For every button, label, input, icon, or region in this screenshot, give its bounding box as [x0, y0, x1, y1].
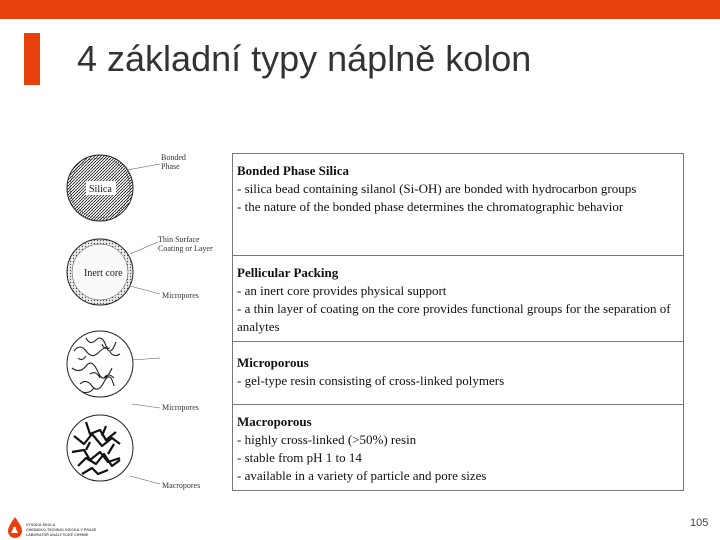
slide-title: 4 základní typy náplně kolon [77, 38, 532, 79]
page-number: 105 [690, 517, 709, 529]
row-line: - gel-type resin consisting of cross-linked polymers [237, 373, 505, 388]
packing-types-table [232, 153, 684, 491]
bonded-phase-label-2: Phase [161, 162, 180, 171]
row-line: - available in a variety of particle and pore sizes [237, 468, 487, 483]
title-accent-bar [24, 33, 40, 85]
bonded-phase-label-1: Bonded [161, 153, 186, 162]
micropores-label-1: Micropores [162, 291, 199, 300]
logo-line: LABORATOŘ ANALYTICKÉ CHEMIE [26, 533, 89, 537]
table-cell [233, 154, 684, 256]
inert-core-label: Inert core [84, 268, 123, 279]
row-line: - highly cross-linked (>50%) resin [237, 432, 417, 447]
table-cell [233, 405, 684, 491]
table-cell [233, 342, 684, 405]
university-logo [4, 512, 124, 538]
row-line: - the nature of the bonded phase determines the chromatographic behavior [237, 199, 624, 214]
row-title: Bonded Phase Silica [237, 163, 349, 178]
pellicular-bead [67, 239, 133, 305]
row-title: Macroporous [237, 414, 312, 429]
silica-label: Silica [89, 184, 112, 195]
thin-surface-label-2: Coating or Layer [158, 244, 213, 253]
packing-diagram-svg [60, 146, 230, 494]
logo-text [26, 523, 96, 538]
flask-logo-icon [6, 516, 24, 538]
row-line: - silica bead containing silanol (Si-OH) are bonded with hydrocarbon groups [237, 181, 637, 196]
row-line: - a thin layer of coating on the core provides functional groups for the separation of analytes [237, 301, 671, 334]
row-line: - stable from pH 1 to 14 [237, 450, 362, 465]
microporous-bead [67, 331, 133, 397]
table-row [233, 154, 684, 256]
top-accent-bar [0, 0, 720, 19]
row-line: - an inert core provides physical support [237, 283, 447, 298]
row-title: Pellicular Packing [237, 265, 339, 280]
micropores-label-2: Micropores [162, 403, 199, 412]
table-row [233, 342, 684, 405]
logo-line: VYSOKÁ ŠKOLA [26, 523, 56, 527]
bonded-phase-bead [67, 155, 133, 221]
table-row [233, 405, 684, 491]
packing-types-diagram [60, 146, 230, 494]
table-row [233, 256, 684, 342]
thin-surface-label-1: Thin Surface [158, 235, 200, 244]
table-cell [233, 256, 684, 342]
logo-line: CHEMICKO-TECHNOLOGICKÁ V PRAZE [26, 528, 97, 532]
row-title: Microporous [237, 355, 309, 370]
macropores-label: Macropores [162, 481, 201, 490]
macroporous-bead [67, 415, 133, 481]
